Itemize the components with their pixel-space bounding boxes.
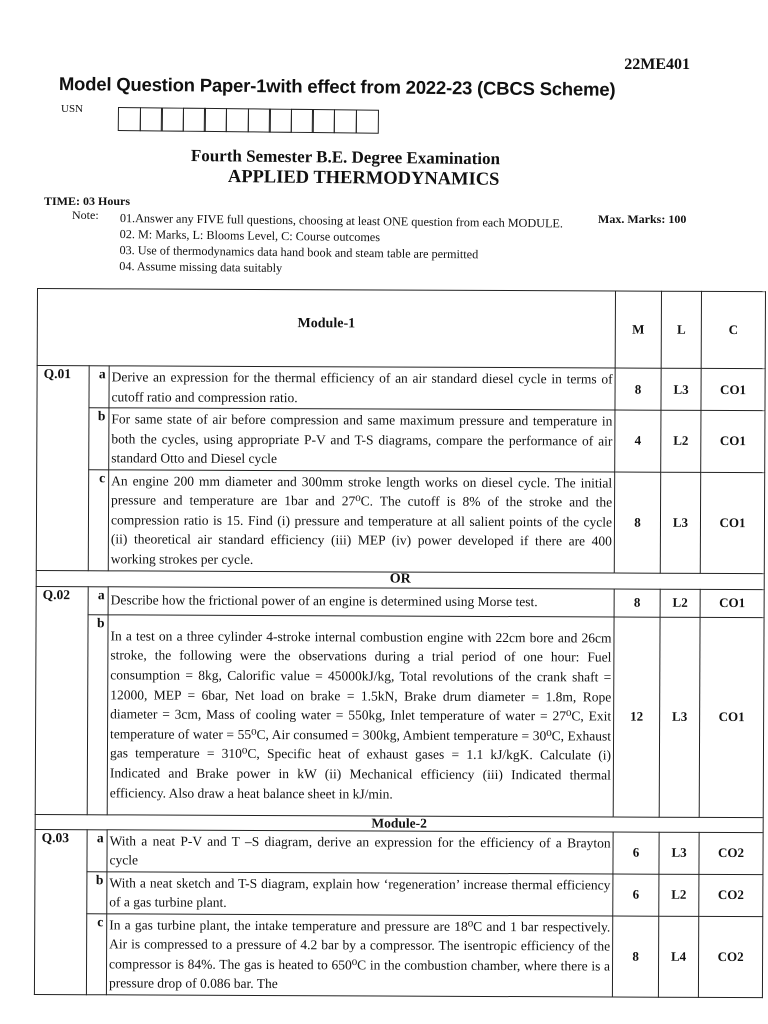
- question-number: Q.03: [34, 829, 87, 994]
- question-text: Describe how the frictional power of an engine is determined using Morse test.: [108, 586, 614, 616]
- question-row: [37, 408, 765, 473]
- usn-digit-box[interactable]: [226, 108, 249, 132]
- marks-cell: 8: [612, 916, 658, 997]
- max-marks: Max. Marks: 100: [598, 212, 687, 226]
- outcome-column-header: C: [701, 291, 765, 368]
- marks-column-header: M: [615, 291, 661, 368]
- question-number: Q.02: [35, 586, 88, 814]
- usn-digit-box[interactable]: [269, 109, 292, 133]
- level-cell: L4: [658, 916, 698, 997]
- level-cell: L3: [659, 832, 699, 874]
- question-text: An engine 200 mm diameter and 300mm stroke length works on diesel cycle. The initial pressure and temperature are 1bar and 27⁰C. The cutoff is 8% of the stroke and the compression ratio is 15. Find (i) pressure and temperature at all salient points of the cycle (ii) theoretical air standard efficiency (iii) MEP (iv) power developed if there are 400 working strokes per cycle.: [108, 469, 614, 572]
- part-letter: a: [88, 586, 108, 614]
- question-number: Q.01: [36, 366, 89, 571]
- outcome-cell: CO1: [701, 410, 765, 472]
- marks-cell: 6: [613, 874, 659, 916]
- question-row: [34, 913, 762, 997]
- part-letter: c: [88, 469, 108, 570]
- question-row: [37, 366, 765, 411]
- usn-digit-box[interactable]: [291, 109, 314, 133]
- usn-digit-box[interactable]: [118, 107, 141, 131]
- note-label: Note:: [72, 208, 99, 222]
- table-header-row: [37, 289, 765, 369]
- question-table: [34, 288, 766, 998]
- note-item: 02. M: Marks, L: Blooms Level, C: Course outcomes: [119, 226, 381, 245]
- note-item: 04. Assume missing data suitably: [119, 258, 283, 275]
- usn-label: USN: [61, 103, 84, 115]
- question-row: [36, 469, 764, 573]
- level-cell: L3: [660, 472, 700, 573]
- part-letter: c: [86, 913, 106, 994]
- question-text: In a gas turbine plant, the intake temperature and pressure are 18⁰C and 1 bar respectively. Air is compressed to a pressure of 4.2 bar by a compressor. The isentropic efficiency of the compressor is 84%. The gas is heated to 650⁰C in the combustion chamber, where there is a pressure drop of 0.086 bar. The: [106, 913, 612, 996]
- usn-digit-box[interactable]: [355, 109, 378, 133]
- module-heading: Module-2: [35, 814, 763, 832]
- outcome-cell: CO1: [701, 368, 765, 410]
- outcome-cell: CO2: [699, 832, 763, 874]
- question-text: With a neat P-V and T –S diagram, derive an expression for the efficiency of a Brayton cycle: [107, 829, 613, 873]
- part-letter: a: [87, 829, 107, 871]
- level-cell: L3: [661, 368, 701, 410]
- question-row: [36, 586, 764, 617]
- paper-title: Model Question Paper-1with effect from 2022-23 (CBCS Scheme): [58, 73, 616, 100]
- module-heading: Module-1: [37, 289, 615, 369]
- question-text: With a neat sketch and T-S diagram, explain how ‘regeneration’ increase thermal efficiency of a gas turbine plant.: [107, 871, 613, 915]
- part-letter: b: [87, 871, 107, 913]
- level-column-header: L: [661, 291, 701, 368]
- part-letter: a: [89, 366, 109, 408]
- or-separator: OR: [36, 570, 764, 589]
- marks-cell: 8: [614, 472, 660, 573]
- question-row: [35, 614, 764, 817]
- marks-cell: 8: [614, 589, 660, 617]
- outcome-cell: CO2: [698, 916, 762, 997]
- level-cell: L2: [659, 874, 699, 916]
- marks-cell: 4: [615, 410, 661, 472]
- part-letter: b: [89, 408, 109, 470]
- marks-cell: 6: [613, 832, 659, 874]
- outcome-cell: CO2: [699, 874, 763, 916]
- notes-list: [119, 210, 563, 279]
- usn-digit-box[interactable]: [312, 109, 335, 133]
- usn-digit-box[interactable]: [183, 108, 206, 132]
- part-letter: b: [87, 614, 108, 814]
- exam-title: Fourth Semester B.E. Degree Examination: [190, 146, 501, 169]
- level-cell: L3: [659, 617, 700, 817]
- note-item: 03. Use of thermodynamics data hand book and steam table are permitted: [119, 242, 479, 262]
- question-text: Derive an expression for the thermal efficiency of an air standard diesel cycle in terms of cutoff ratio and compression ratio.: [109, 366, 615, 410]
- level-cell: L2: [660, 589, 700, 617]
- outcome-cell: CO1: [700, 472, 764, 573]
- question-row: [35, 829, 763, 874]
- outcome-cell: CO1: [700, 589, 764, 617]
- usn-digit-box[interactable]: [247, 108, 270, 132]
- question-text: For same state of air before compression and same maximum pressure and temperature in both the cycles, using appropriate P-V and T-S diagrams, compare the performance of air standard Otto and Diesel cycle: [109, 408, 615, 472]
- marks-cell: 8: [615, 368, 661, 410]
- usn-boxes: [118, 107, 378, 134]
- note-item: 01.Answer any FIVE full questions, choosing at least ONE question from each MODULE.: [119, 210, 564, 231]
- course-code: 22ME401: [624, 56, 690, 73]
- question-row: [35, 871, 763, 916]
- usn-digit-box[interactable]: [161, 107, 184, 131]
- question-text: In a test on a three cylinder 4-stroke internal combustion engine with 22cm bore and 26cm stroke, the following were the observations during a trial period of one hour: Fuel consumption = 8kg, Calorific value = 45000kJ/kg, Total revolutions of the crank shaft = 12000, MEP = 6bar, Net load on brake = 1.5kN, Brake drum diameter = 1.8m, Rope diameter = 3cm, Mass of cooling water = 550kg, Inlet temperature of water = 27⁰C, Exit temperature of water = 55⁰C, Air consumed = 300kg, Ambient temperature = 30⁰C, Exhaust gas temperature = 310⁰C, Specific heat of exhaust gases = 1.1 kJ/kgK. Calculate (i) Indicated and Brake power in kW (ii) Mechanical efficiency (iii) Indicated thermal efficiency. Also draw a heat balance sheet in kJ/min.: [107, 614, 614, 816]
- exam-duration: TIME: 03 Hours: [44, 194, 131, 208]
- usn-digit-box[interactable]: [204, 108, 227, 132]
- subject-title: APPLIED THERMODYNAMICS: [227, 167, 500, 190]
- outcome-cell: CO1: [699, 617, 764, 817]
- usn-digit-box[interactable]: [334, 109, 357, 133]
- usn-digit-box[interactable]: [139, 107, 162, 131]
- marks-cell: 12: [613, 617, 660, 817]
- level-cell: L2: [661, 410, 701, 472]
